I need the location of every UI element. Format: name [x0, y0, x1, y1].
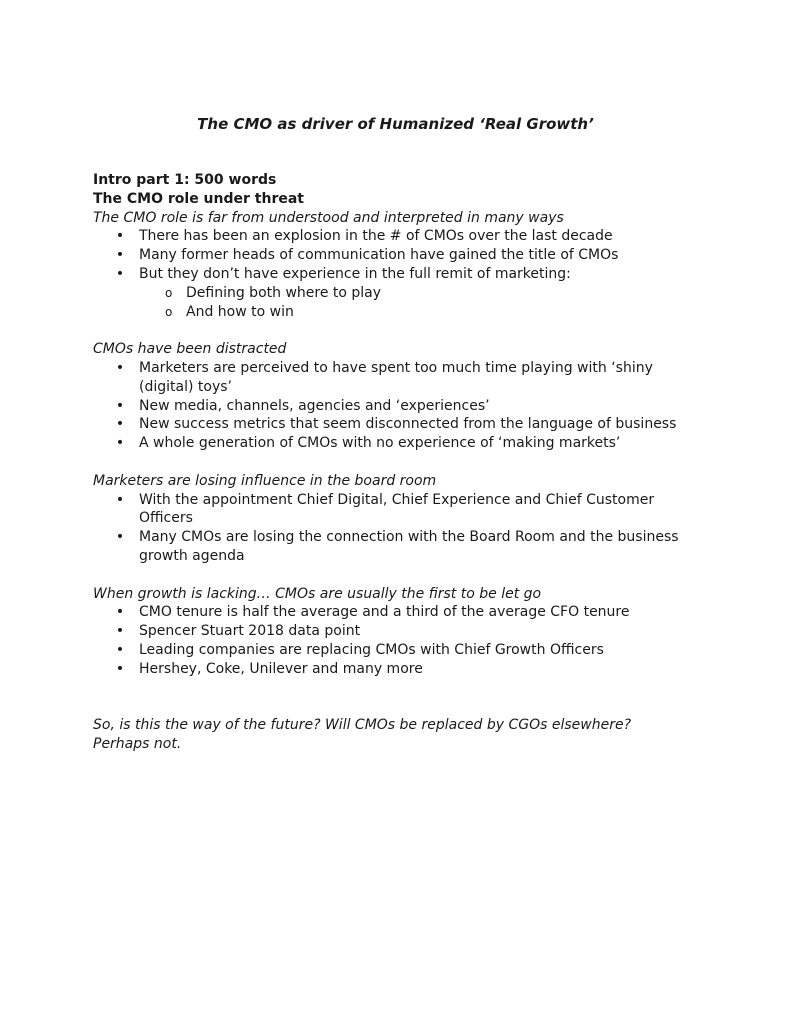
- bullet-icon: •: [115, 265, 125, 282]
- bullet-icon: •: [115, 623, 125, 640]
- section-1-subheading: The CMO role is far from understood and interpreted in many ways: [93, 209, 564, 226]
- list-item-text: A whole generation of CMOs with no experience of ‘making markets’: [139, 435, 621, 452]
- sub-bullet-icon: o: [165, 304, 173, 319]
- sub-list-item: [93, 303, 713, 322]
- section-3-subheading: Marketers are losing influence in the board room: [93, 472, 437, 489]
- bullet-icon: •: [115, 604, 125, 621]
- list-item-text: (digital) toys’: [139, 378, 232, 395]
- list-item: [93, 359, 713, 378]
- list-item-text: New media, channels, agencies and ‘experiences’: [139, 397, 490, 414]
- list-item-continuation: [93, 547, 713, 566]
- list-item-text: With the appointment Chief Digital, Chief Experience and Chief Customer: [139, 491, 655, 508]
- list-item-text: But they don’t have experience in the full remit of marketing:: [139, 265, 571, 282]
- list-item: [93, 603, 713, 622]
- section-2-subheading: CMOs have been distracted: [93, 341, 287, 358]
- bullet-icon: •: [115, 397, 125, 414]
- list-item: [93, 397, 713, 416]
- bullet-icon: •: [115, 641, 125, 658]
- document-body: [93, 171, 713, 754]
- document-title: The CMO as driver of Humanized ‘Real Growth’: [197, 115, 594, 133]
- section-3-bullet-list: [93, 491, 713, 566]
- list-item-text: growth agenda: [139, 547, 245, 564]
- bullet-icon: •: [115, 435, 125, 452]
- sub-list-item: [93, 284, 713, 303]
- list-item-text: There has been an explosion in the # of CMOs over the last decade: [139, 228, 613, 245]
- list-item: [93, 265, 713, 284]
- list-item: [93, 246, 713, 265]
- spacer: [93, 453, 713, 472]
- list-item: [93, 528, 713, 547]
- sub-list-item-text: Defining both where to play: [186, 284, 382, 301]
- bullet-icon: •: [115, 228, 125, 245]
- sub-list-item-text: And how to win: [186, 303, 294, 320]
- list-item-text: Many CMOs are losing the connection with the Board Room and the business: [139, 529, 679, 546]
- list-item-text: Spencer Stuart 2018 data point: [139, 623, 361, 640]
- list-item: [93, 434, 713, 453]
- list-item-text: Marketers are perceived to have spent too much time playing with ‘shiny: [139, 359, 653, 376]
- section-4-bullet-list: [93, 603, 713, 678]
- list-item-continuation: [93, 378, 713, 397]
- list-item: [93, 660, 713, 679]
- section-1-bullet-list: [93, 227, 713, 321]
- spacer: [93, 321, 713, 340]
- bullet-icon: •: [115, 529, 125, 546]
- section-4-subheading: When growth is lacking… CMOs are usually the first to be let go: [93, 585, 542, 602]
- closing-line-1: So, is this the way of the future? Will CMOs be replaced by CGOs elsewhere?: [93, 717, 632, 734]
- list-item: [93, 622, 713, 641]
- spacer: [93, 679, 713, 698]
- list-item-text: Officers: [139, 510, 193, 527]
- closing-line-2: Perhaps not.: [93, 735, 182, 752]
- list-item-text: Hershey, Coke, Unilever and many more: [139, 660, 423, 677]
- bullet-icon: •: [115, 491, 125, 508]
- bullet-icon: •: [115, 359, 125, 376]
- bullet-icon: •: [115, 247, 125, 264]
- list-item-text: Leading companies are replacing CMOs with Chief Growth Officers: [139, 641, 604, 658]
- section-heading: The CMO role under threat: [93, 190, 304, 207]
- spacer: [93, 697, 713, 716]
- list-item-text: Many former heads of communication have gained the title of CMOs: [139, 247, 619, 264]
- list-item: [93, 227, 713, 246]
- list-item: [93, 641, 713, 660]
- list-item-text: New success metrics that seem disconnected from the language of business: [139, 416, 677, 433]
- list-item-text: CMO tenure is half the average and a third of the average CFO tenure: [139, 604, 630, 621]
- bullet-icon: •: [115, 416, 125, 433]
- list-item-continuation: [93, 509, 713, 528]
- spacer: [93, 566, 713, 585]
- sub-bullet-icon: o: [165, 285, 173, 300]
- list-item: [93, 415, 713, 434]
- intro-heading: Intro part 1: 500 words: [93, 172, 277, 188]
- bullet-icon: •: [115, 660, 125, 677]
- section-2-bullet-list: [93, 359, 713, 453]
- list-item: [93, 491, 713, 510]
